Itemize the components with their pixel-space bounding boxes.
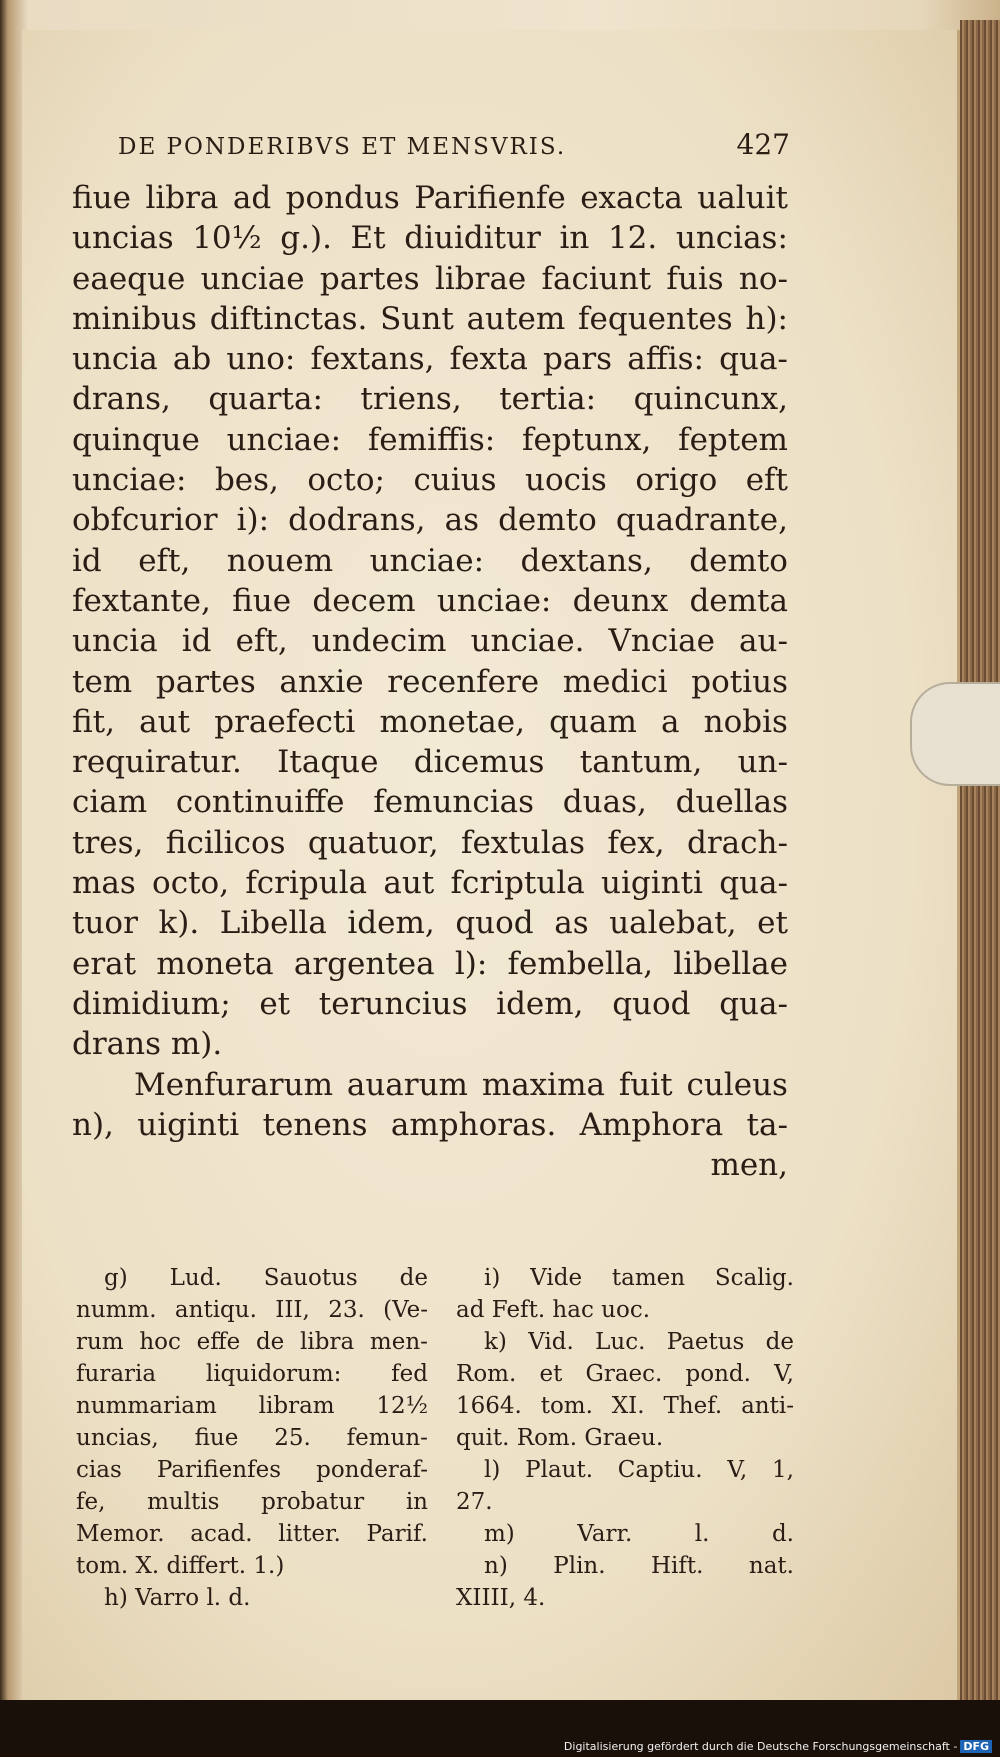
footnote-line: m) Varr. l. d.	[484, 1521, 794, 1547]
text-line: ciam continuiffe femuncias duas, duellas	[72, 784, 788, 821]
text-line: fextante, fiue decem unciae: deunx demta	[72, 582, 788, 619]
footnote-line: 27.	[456, 1489, 493, 1515]
running-title: DE PONDERIBVS ET MENSVRIS.	[118, 134, 567, 160]
text-line: unciae: bes, octo; cuius uocis origo eft	[72, 462, 788, 499]
text-line: requiratur. Itaque dicemus tantum, un-	[72, 744, 788, 781]
footnote-line: Rom. et Graec. pond. V,	[456, 1361, 794, 1387]
text-line: n), uiginti tenens amphoras. Amphora ta-	[72, 1106, 788, 1143]
text-line: uncia id eft, undecim unciae. Vnciae au-	[72, 623, 788, 660]
footnote-line: ad Feft. hac uoc.	[456, 1297, 651, 1323]
text-line: minibus diftinctas. Sunt autem fequentes h):	[72, 300, 788, 337]
text-line: tem partes anxie recenfere medici potius	[72, 663, 788, 700]
text-line: men,	[710, 1147, 788, 1184]
dfg-logo: DFG	[960, 1740, 992, 1753]
footnote-line: i) Vide tamen Scalig.	[484, 1265, 794, 1291]
footnotes-right	[456, 1262, 794, 1614]
text-line: Menfurarum auarum maxima fuit culeus	[134, 1066, 788, 1103]
bookmark-tab	[910, 682, 1000, 786]
funding-credit	[564, 1740, 992, 1753]
text-line: uncia ab uno: fextans, fexta pars affis: qua-	[72, 341, 788, 378]
footnote-line: k) Vid. Luc. Paetus de	[484, 1329, 794, 1355]
scan-bottom-bar	[0, 1700, 1000, 1757]
text-line: tuor k). Libella idem, quod as ualebat, et	[72, 905, 788, 942]
text-line: dimidium; et teruncius idem, quod qua-	[72, 985, 788, 1022]
footnote-line: cias Parifienfes ponderaf-	[76, 1457, 428, 1483]
main-text	[72, 178, 788, 1185]
text-line: drans, quarta: triens, tertia: quincunx,	[72, 381, 788, 418]
footnote-line: n) Plin. Hift. nat.	[484, 1553, 794, 1579]
footnote-line: XIIII, 4.	[456, 1585, 546, 1611]
credit-text: Digitalisierung gefördert durch die Deutsche Forschungsgemeinschaft -	[563, 1740, 958, 1753]
page-number: 427	[736, 128, 790, 161]
footnote-line: uncias, fiue 25. femun-	[76, 1425, 428, 1451]
footnote-line: 1664. tom. XI. Thef. anti-	[456, 1393, 794, 1419]
footnote-line: l) Plaut. Captiu. V, 1,	[484, 1457, 794, 1483]
text-line: id eft, nouem unciae: dextans, demto	[72, 542, 788, 579]
text-line: uncias 10½ g.). Et diuiditur in 12. uncias:	[72, 220, 788, 257]
page-edges	[960, 20, 1000, 1720]
footnote-line: quit. Rom. Graeu.	[456, 1425, 664, 1451]
text-line: obfcurior i): dodrans, as demto quadrante,	[72, 502, 788, 539]
text-line: quinque unciae: femiffis: feptunx, feptem	[72, 421, 788, 458]
footnotes-left	[76, 1262, 428, 1614]
footnote-line: g) Lud. Sauotus de	[104, 1265, 428, 1291]
footnote-line: numm. antiqu. III, 23. (Ve-	[76, 1297, 428, 1323]
text-line: fit, aut praefecti monetae, quam a nobis	[72, 703, 788, 740]
footnote-line: furaria liquidorum: fed	[76, 1361, 428, 1387]
footnote-line: h) Varro l. d.	[104, 1585, 251, 1611]
text-line: fiue libra ad pondus Parifienfe exacta ualuit	[72, 180, 788, 216]
footnote-line: Memor. acad. litter. Parif.	[76, 1521, 428, 1547]
text-line: mas octo, fcripula aut fcriptula uiginti qua-	[72, 865, 788, 902]
running-header	[118, 128, 790, 161]
text-line: eaeque unciae partes librae faciunt fuis no-	[72, 260, 788, 297]
text-line: tres, ficilicos quatuor, fextulas fex, drach-	[72, 824, 788, 861]
text-line: erat moneta argentea l): fembella, libellae	[72, 945, 788, 982]
footnote-line: fe, multis probatur in	[76, 1489, 428, 1515]
footnote-line: tom. X. differt. 1.)	[76, 1553, 285, 1579]
footnote-line: rum hoc effe de libra men-	[76, 1329, 428, 1355]
footnote-line: nummariam libram 12½	[76, 1393, 428, 1419]
text-line: drans m).	[72, 1026, 223, 1063]
